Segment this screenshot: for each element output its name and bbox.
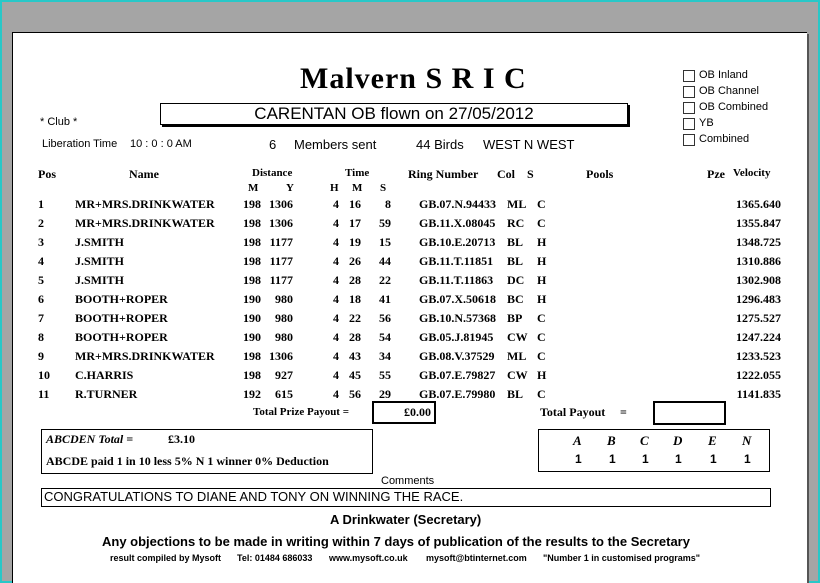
- cell-pos: 5: [38, 273, 44, 287]
- cell-velocity: 1275.527: [736, 311, 781, 325]
- cell-col: DC: [507, 273, 525, 287]
- cell-sex: C: [537, 387, 546, 401]
- cell-col: BC: [507, 292, 524, 306]
- cell-y: 1306: [269, 197, 293, 211]
- cell-name: MR+MRS.DRINKWATER: [75, 197, 215, 211]
- comments-label: Comments: [381, 475, 435, 487]
- cell-m: 190: [243, 311, 261, 325]
- cell-ring: GB.05.J.81945: [419, 330, 494, 344]
- cell-name: R.TURNER: [75, 387, 138, 401]
- cell-col: RC: [507, 216, 525, 230]
- cell-h: 4: [333, 330, 339, 344]
- yb-label: YB: [699, 117, 714, 129]
- cell-s: 44: [379, 254, 391, 268]
- ob-combined-checkbox[interactable]: [683, 102, 695, 114]
- cell-col: BL: [507, 235, 524, 249]
- col-velocity: Velocity: [733, 167, 771, 179]
- members-label: Members sent: [294, 137, 377, 152]
- cell-m: 198: [243, 197, 261, 211]
- cell-y: 1177: [269, 254, 293, 268]
- cell-pos: 1: [38, 197, 44, 211]
- results-sheet: [12, 32, 807, 583]
- col-time-m: M: [352, 182, 363, 194]
- comments-box: [41, 488, 771, 507]
- cell-h: 4: [333, 311, 339, 325]
- total-prize-box: [372, 401, 436, 424]
- cell-pos: 6: [38, 292, 44, 306]
- cell-pos: 8: [38, 330, 44, 344]
- abcden-note: ABCDE paid 1 in 10 less 5% N 1 winner 0% Deduction: [46, 454, 329, 468]
- cell-name: MR+MRS.DRINKWATER: [75, 216, 215, 230]
- cell-velocity: 1302.908: [736, 273, 781, 287]
- cell-velocity: 1247.224: [736, 330, 781, 344]
- col-distance: Distance: [252, 167, 293, 179]
- cell-h: 4: [333, 387, 339, 401]
- cell-s: 56: [379, 311, 391, 325]
- pool-value-d: 1: [675, 452, 682, 466]
- col-dist-y: Y: [286, 182, 294, 194]
- birds-count: 44 Birds: [416, 137, 464, 152]
- cell-velocity: 1365.640: [736, 197, 781, 211]
- cell-ring: GB.07.E.79827: [419, 368, 496, 382]
- ob-inland-label: OB Inland: [699, 69, 748, 81]
- cell-y: 980: [275, 330, 293, 344]
- cell-m: 198: [243, 216, 261, 230]
- cell-sex: C: [537, 197, 546, 211]
- email: mysoft@btinternet.com: [426, 553, 527, 563]
- pool-header-c: C: [640, 433, 649, 448]
- cell-pos: 4: [38, 254, 44, 268]
- cell-m: 198: [243, 273, 261, 287]
- cell-pos: 2: [38, 216, 44, 230]
- cell-pos: 3: [38, 235, 44, 249]
- combined-label: Combined: [699, 133, 750, 145]
- club-label: * Club *: [40, 116, 78, 128]
- cell-m: 198: [243, 254, 261, 268]
- secretary: A Drinkwater (Secretary): [330, 512, 482, 527]
- cell-velocity: 1222.055: [736, 368, 781, 382]
- cell-y: 1306: [269, 216, 293, 230]
- cell-min: 17: [349, 216, 361, 230]
- pool-value-e: 1: [710, 452, 717, 466]
- cell-sex: C: [537, 330, 546, 344]
- cell-m: 198: [243, 368, 261, 382]
- cell-s: 55: [379, 368, 391, 382]
- total-payout-box: [653, 401, 726, 425]
- col-time-s: S: [380, 182, 387, 194]
- cell-velocity: 1296.483: [736, 292, 781, 306]
- cell-min: 18: [349, 292, 361, 306]
- cell-s: 59: [379, 216, 391, 230]
- cell-col: ML: [507, 349, 527, 363]
- race-title-box: [160, 103, 628, 125]
- website: www.mysoft.co.uk: [329, 553, 408, 563]
- cell-m: 198: [243, 349, 261, 363]
- total-prize-label: Total Prize Payout =: [253, 406, 349, 418]
- cell-s: 34: [379, 349, 391, 363]
- cell-min: 28: [349, 273, 361, 287]
- col-time-h: H: [330, 182, 339, 194]
- cell-velocity: 1233.523: [736, 349, 781, 363]
- cell-ring: GB.07.X.50618: [419, 292, 497, 306]
- cell-m: 190: [243, 330, 261, 344]
- cell-col: CW: [507, 368, 528, 382]
- page-title: Malvern S R I C: [300, 62, 527, 95]
- cell-name: C.HARRIS: [75, 368, 134, 382]
- col-ring: Ring Number: [408, 167, 479, 181]
- cell-y: 1306: [269, 349, 293, 363]
- cell-m: 192: [243, 387, 261, 401]
- abcden-box: [41, 429, 373, 474]
- cell-pos: 11: [38, 387, 50, 401]
- comments-text: CONGRATULATIONS TO DIANE AND TONY ON WINNING THE RACE.: [44, 489, 464, 504]
- slogan: "Number 1 in customised programs": [543, 553, 701, 563]
- col-name: Name: [129, 167, 159, 181]
- cell-ring: GB.08.V.37529: [419, 349, 495, 363]
- ob-channel-label: OB Channel: [699, 85, 759, 97]
- cell-s: 54: [379, 330, 391, 344]
- cell-min: 45: [349, 368, 361, 382]
- pool-value-c: 1: [642, 452, 649, 466]
- cell-m: 190: [243, 292, 261, 306]
- total-prize-value: £0.00: [404, 405, 431, 419]
- abcden-value: £3.10: [168, 432, 195, 446]
- col-sex: S: [527, 167, 534, 181]
- cell-h: 4: [333, 292, 339, 306]
- cell-h: 4: [333, 368, 339, 382]
- cell-name: J.SMITH: [75, 235, 125, 249]
- compiled-by: result compiled by Mysoft: [110, 553, 222, 563]
- pool-value-n: 1: [744, 452, 751, 466]
- objections-notice: Any objections to be made in writing within 7 days of publication of the results to the Secretary: [102, 534, 690, 549]
- cell-h: 4: [333, 235, 339, 249]
- wind-direction: WEST N WEST: [483, 137, 575, 152]
- cell-s: 15: [379, 235, 391, 249]
- cell-name: BOOTH+ROPER: [75, 330, 168, 344]
- cell-ring: GB.07.N.94433: [419, 197, 497, 211]
- cell-col: ML: [507, 197, 527, 211]
- cell-velocity: 1141.835: [736, 387, 781, 401]
- race-title: CARENTAN OB flown on 27/05/2012: [254, 104, 534, 123]
- cell-h: 4: [333, 254, 339, 268]
- ob-combined-label: OB Combined: [699, 101, 769, 113]
- abcden-label: ABCDEN Total =: [46, 432, 134, 446]
- cell-ring: GB.10.N.57368: [419, 311, 497, 325]
- pool-header-n: N: [742, 433, 752, 448]
- cell-ring: GB.11.X.08045: [419, 216, 496, 230]
- cell-velocity: 1310.886: [736, 254, 781, 268]
- pool-header-a: A: [573, 433, 582, 448]
- cell-min: 16: [349, 197, 361, 211]
- cell-min: 19: [349, 235, 361, 249]
- col-col: Col: [497, 167, 515, 181]
- cell-name: MR+MRS.DRINKWATER: [75, 349, 215, 363]
- cell-h: 4: [333, 216, 339, 230]
- cell-y: 1177: [269, 235, 293, 249]
- cell-pos: 7: [38, 311, 44, 325]
- cell-y: 615: [275, 387, 293, 401]
- cell-min: 26: [349, 254, 361, 268]
- cell-col: BL: [507, 254, 524, 268]
- cell-min: 43: [349, 349, 361, 363]
- cell-ring: GB.11.T.11863: [419, 273, 494, 287]
- pool-value-b: 1: [609, 452, 616, 466]
- cell-min: 56: [349, 387, 361, 401]
- cell-velocity: 1348.725: [736, 235, 781, 249]
- cell-s: 41: [379, 292, 391, 306]
- ob-inland-checkbox[interactable]: [683, 70, 695, 82]
- cell-m: 198: [243, 235, 261, 249]
- col-dist-m: M: [248, 182, 259, 194]
- col-time: Time: [345, 167, 370, 179]
- cell-sex: H: [537, 273, 547, 287]
- cell-s: 8: [385, 197, 391, 211]
- liberation-label: Liberation Time: [42, 138, 118, 150]
- pool-header-d: D: [673, 433, 683, 448]
- cell-sex: H: [537, 235, 547, 249]
- cell-min: 22: [349, 311, 361, 325]
- cell-y: 927: [275, 368, 293, 382]
- cell-name: BOOTH+ROPER: [75, 311, 168, 325]
- col-pools: Pools: [586, 167, 614, 181]
- cell-sex: H: [537, 292, 547, 306]
- members-count: 6: [269, 137, 277, 152]
- pool-summary-box: [538, 429, 770, 472]
- total-payout-eq: =: [620, 405, 627, 419]
- cell-min: 28: [349, 330, 361, 344]
- cell-y: 980: [275, 292, 293, 306]
- cell-ring: GB.11.T.11851: [419, 254, 494, 268]
- cell-y: 980: [275, 311, 293, 325]
- combined-checkbox[interactable]: [683, 134, 695, 146]
- cell-sex: C: [537, 216, 546, 230]
- cell-col: CW: [507, 330, 528, 344]
- cell-s: 29: [379, 387, 391, 401]
- cell-velocity: 1355.847: [736, 216, 781, 230]
- cell-h: 4: [333, 197, 339, 211]
- cell-y: 1177: [269, 273, 293, 287]
- total-payout-label: Total Payout: [540, 405, 606, 419]
- cell-h: 4: [333, 273, 339, 287]
- cell-col: BL: [507, 387, 524, 401]
- yb-checkbox[interactable]: [683, 118, 695, 130]
- pool-value-a: 1: [575, 452, 582, 466]
- cell-pos: 10: [38, 368, 50, 382]
- pool-header-b: B: [607, 433, 616, 448]
- cell-name: J.SMITH: [75, 273, 125, 287]
- cell-sex: C: [537, 349, 546, 363]
- liberation-time: 10 : 0 : 0 AM: [130, 138, 192, 150]
- cell-h: 4: [333, 349, 339, 363]
- cell-name: J.SMITH: [75, 254, 125, 268]
- cell-s: 22: [379, 273, 391, 287]
- col-pos: Pos: [38, 167, 56, 181]
- cell-sex: H: [537, 368, 547, 382]
- cell-sex: H: [537, 254, 547, 268]
- cell-col: BP: [507, 311, 523, 325]
- telephone: Tel: 01484 686033: [237, 553, 313, 563]
- cell-ring: GB.10.E.20713: [419, 235, 496, 249]
- cell-name: BOOTH+ROPER: [75, 292, 168, 306]
- col-pze: Pze: [707, 167, 725, 181]
- pool-header-e: E: [708, 433, 717, 448]
- cell-sex: C: [537, 311, 546, 325]
- cell-ring: GB.07.E.79980: [419, 387, 496, 401]
- ob-channel-checkbox[interactable]: [683, 86, 695, 98]
- cell-pos: 9: [38, 349, 44, 363]
